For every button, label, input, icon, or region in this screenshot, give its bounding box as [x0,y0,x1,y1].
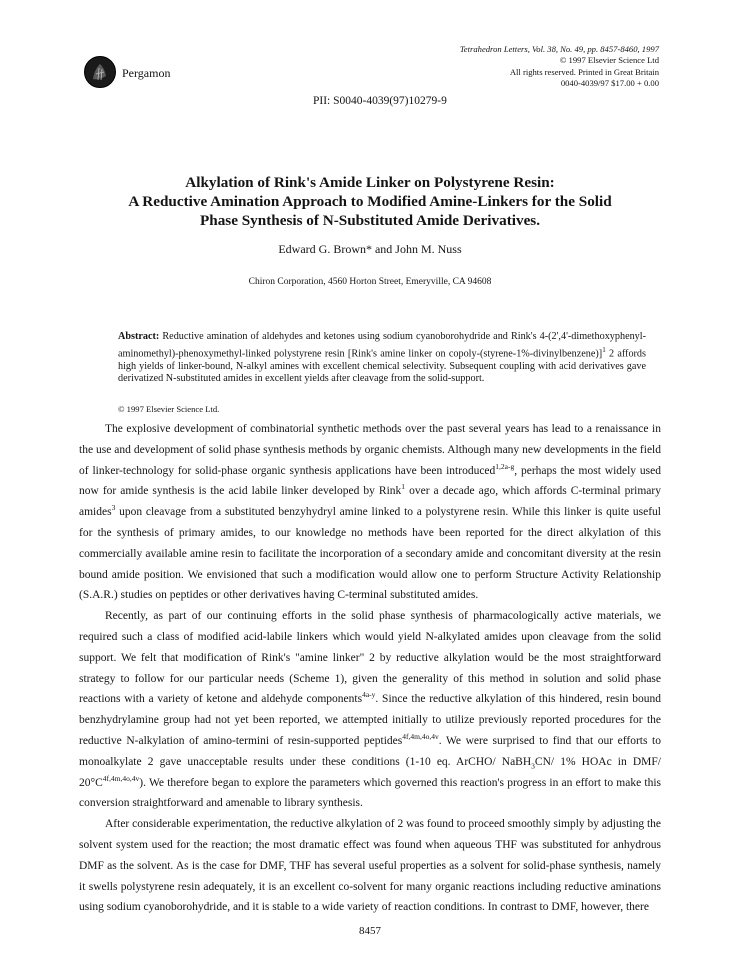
text-span: . We were surprised to find that our efforts to monoalkylate 2 gave unacceptable results under these conditions (1-10 eq. ArCHO/ NaBH [79,734,661,768]
page-number: 8457 [359,925,381,937]
title-line: Alkylation of Rink's Amide Linker on Polystyrene Resin: [185,174,555,191]
pii-identifier: PII: S0040-4039(97)10279-9 [313,95,447,107]
body-text [79,419,661,918]
abstract-text: Reductive amination of aldehydes and ketones using sodium cyanoborohydride and Rink's 4-(2',4'-dimethoxyphenyl-aminomethyl)-phenoxymethyl-linked polystyrene resin [Rink's amine linker on copoly-(styrene-1%-divinylbenzene)] [118,331,646,359]
text-span: CN/ 1% HOAc in DMF/ 20°C [79,755,661,789]
abstract [118,331,646,386]
text-span: Recently, as part of our continuing efforts in the solid phase synthesis of pharmacologically active materials, we required such a class of modified acid-labile linkers which would yield N-alkylated amides upon cleavage from the solid support. We felt that modification of Rink's "amine linker" 2 by reductive alkylation would be the most straightforward strategy to follow for our particular needs (Scheme 1), given the generality of this method in solution and solid phase reactions with a variety of ketone and aldehyde components [79,610,661,706]
author-list: Edward G. Brown* and John M. Nuss [278,242,462,256]
subscript: 3 [531,761,535,771]
reference-marker: 1 [602,345,606,354]
article-title [40,173,700,230]
elsevier-logo-icon [84,56,116,88]
reference-marker: 1,2a-g [495,461,515,471]
text-span: upon cleavage from a substituted benzyhydryl amine linked to a polystyrene resin. While this linker is quite useful for the synthesis of primary amides, to our knowledge no methods have been reported for the direct alkylation of this commercially available amine resin to facilitate the incorporation of a secondary amide and concomitant diversity at the resin bound amide position. We envisioned that such a modification would allow one to perform Structure Activity Relationship (S.A.R.) studies on peptides or other derivatives having C-terminal substituted amides. [79,506,661,602]
paragraph: After considerable experimentation, the reductive alkylation of 2 was found to proceed smoothly simply by adjusting the solvent system used for the reaction; the most dramatic effect was found when aqueous THF was substituted for anhydrous DMF as the solvent. As is the case for DMF, THF has several useful properties as a solvent for solid-phase synthesis, namely it swells polystyrene resin adequately, it is an excellent co-solvent for many organic reactions including reductive aminations using sodium cyanoborohydride, and it is stable to a wide variety of reaction conditions. In contrast to DMF, however, there [79,818,662,914]
copyright-line: © 1997 Elsevier Science Ltd [559,55,659,66]
paragraph [79,606,661,814]
text-span: ). We therefore began to explore the parameters which governed this reaction's progress in an effort to make this conversion straightforward and amenable to library synthesis. [79,776,661,810]
text-span: , perhaps the most widely used now for amide synthesis is the acid labile linker developed by Rink [79,464,662,498]
publisher-name: Pergamon [122,66,171,80]
abstract-text: 2 affords high yields of linker-bound, N-alkyl amines with excellent chemical selectivity. Subsequent coupling with acid derivatives gave derivatized N-substituted amides in excellent yields after cleavage from the solid-support. [118,347,646,385]
text-span: . Since the reductive alkylation of this hindered, resin bound benzhydrylamine group had not yet been reported, we attempted initially to utilize previously reported procedures for the reductive N-alkylation of amino-termini of resin-supported peptides [79,693,661,747]
rights-line: All rights reserved. Printed in Great Britain [509,66,659,77]
reference-marker: 4a-y [362,690,376,700]
journal-info [460,44,659,90]
reference-marker: 4f,4m,4o,4v [402,732,439,742]
journal-citation: Tetrahedron Letters, Vol. 38, No. 49, pp. 8457-8460, 1997 [459,44,659,54]
reference-marker: 1 [401,482,406,492]
text-span: The explosive development of combinatorial synthetic methods over the past several years has lead to a renaissance in the use and development of solid phase synthesis methods by organic chemists. Although many new developments in the field of linker-technology for solid-phase organic synthesis applications have been introduced [79,423,661,477]
title-line: Phase Synthesis of N-Substituted Amide Derivatives. [199,212,541,229]
issn-line: 0040-4039/97 $17.00 + 0.00 [560,78,659,89]
reference-marker: 3 [111,503,116,513]
abstract-copyright: © 1997 Elsevier Science Ltd. [118,404,220,414]
text-span: over a decade ago, which affords C-terminal primary amides [79,485,661,519]
abstract-label: Abstract: [118,331,160,342]
affiliation: Chiron Corporation, 4560 Horton Street, Emeryville, CA 94608 [248,277,492,287]
paragraph [79,419,661,606]
title-line: A Reductive Amination Approach to Modified Amine-Linkers for the Solid [128,193,612,210]
reference-marker: 4f,4m,4o,4v [102,773,140,783]
